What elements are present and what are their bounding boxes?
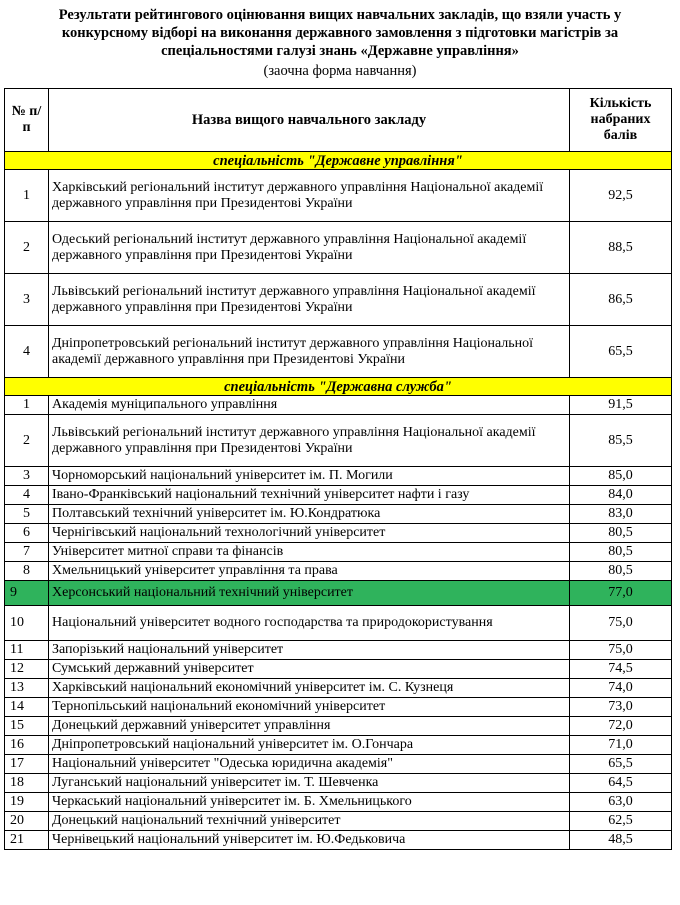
row-score: 63,0 — [570, 793, 672, 812]
institution-name: Чернівецький національний університет ім. Ю.Федьковича — [49, 831, 570, 850]
row-score: 75,0 — [570, 641, 672, 660]
row-number: 1 — [5, 170, 49, 222]
table-row — [5, 543, 672, 562]
title-line: Результати рейтингового оцінювання вищих навчальних закладів, що взяли участь у — [58, 7, 622, 23]
row-number: 19 — [5, 793, 49, 812]
title-line: спеціальностями галузі знань «Державне управління» — [161, 43, 519, 59]
row-score: 48,5 — [570, 831, 672, 850]
row-score: 72,0 — [570, 717, 672, 736]
ranking-table — [4, 88, 672, 850]
institution-name: Івано-Франківський національний технічний університет нафти і газу — [49, 486, 570, 505]
institution-name: Харківський регіональний інститут державного управління Національної академії державного управління при Президентові України — [49, 170, 570, 222]
row-score: 65,5 — [570, 755, 672, 774]
row-score: 83,0 — [570, 505, 672, 524]
table-row — [5, 326, 672, 378]
institution-name: Чернігівський національний технологічний університет — [49, 524, 570, 543]
institution-name: Донецький державний університет управління — [49, 717, 570, 736]
institution-name: Національний університет "Одеська юридична академія" — [49, 755, 570, 774]
row-number: 1 — [5, 396, 49, 415]
row-score: 80,5 — [570, 524, 672, 543]
institution-name: Запорізький національний університет — [49, 641, 570, 660]
institution-name: Дніпропетровський регіональний інститут державного управління Національної академії державного управління при Президентові України — [49, 326, 570, 378]
table-row — [5, 562, 672, 581]
table-row — [5, 274, 672, 326]
row-score: 85,5 — [570, 415, 672, 467]
row-score: 73,0 — [570, 698, 672, 717]
table-row — [5, 415, 672, 467]
row-number: 17 — [5, 755, 49, 774]
row-number: 11 — [5, 641, 49, 660]
institution-name: Донецький національний технічний університет — [49, 812, 570, 831]
table-row — [5, 396, 672, 415]
row-number: 12 — [5, 660, 49, 679]
section-title: спеціальність "Державне управління" — [5, 152, 672, 170]
institution-name: Хмельницький університет управління та права — [49, 562, 570, 581]
section-title: спеціальність "Державна служба" — [5, 378, 672, 396]
row-score: 62,5 — [570, 812, 672, 831]
row-score: 92,5 — [570, 170, 672, 222]
table-header-row — [5, 89, 672, 152]
institution-name: Херсонський національний технічний університет — [49, 581, 570, 606]
table-row — [5, 505, 672, 524]
institution-name: Національний університет водного господарства та природокористування — [49, 606, 570, 641]
row-score: 80,5 — [570, 562, 672, 581]
row-score: 85,0 — [570, 467, 672, 486]
table-row — [5, 170, 672, 222]
row-number: 3 — [5, 467, 49, 486]
row-number: 14 — [5, 698, 49, 717]
table-row — [5, 736, 672, 755]
table-row — [5, 606, 672, 641]
row-score: 64,5 — [570, 774, 672, 793]
row-number: 8 — [5, 562, 49, 581]
row-score: 74,5 — [570, 660, 672, 679]
row-number: 16 — [5, 736, 49, 755]
institution-name: Тернопільський національний економічний університет — [49, 698, 570, 717]
row-number: 4 — [5, 486, 49, 505]
institution-name: Черкаський національний університет ім. Б. Хмельницького — [49, 793, 570, 812]
row-number: 4 — [5, 326, 49, 378]
institution-name: Львівський регіональний інститут державного управління Національної академії державного управління при Президентові України — [49, 415, 570, 467]
row-score: 91,5 — [570, 396, 672, 415]
row-score: 86,5 — [570, 274, 672, 326]
row-number: 7 — [5, 543, 49, 562]
row-number: 6 — [5, 524, 49, 543]
table-row — [5, 222, 672, 274]
institution-name: Чорноморський національний університет ім. П. Могили — [49, 467, 570, 486]
row-number: 10 — [5, 606, 49, 641]
column-header-num: № п/п — [5, 89, 49, 152]
title-line: конкурсному відборі на виконання державного замовлення з підготовки магістрів за — [61, 25, 619, 41]
table-row — [5, 660, 672, 679]
row-score: 77,0 — [570, 581, 672, 606]
row-score: 84,0 — [570, 486, 672, 505]
institution-name: Полтавський технічний університет ім. Ю.Кондратюка — [49, 505, 570, 524]
section-header — [5, 378, 672, 396]
row-number: 2 — [5, 415, 49, 467]
table-row — [5, 755, 672, 774]
row-score: 65,5 — [570, 326, 672, 378]
table-row — [5, 793, 672, 812]
row-score: 71,0 — [570, 736, 672, 755]
table-row — [5, 679, 672, 698]
institution-name: Одеський регіональний інститут державного управління Національної академії державного управління при Президентові України — [49, 222, 570, 274]
table-row — [5, 467, 672, 486]
table-row — [5, 524, 672, 543]
row-number: 13 — [5, 679, 49, 698]
table-row — [5, 774, 672, 793]
row-score: 75,0 — [570, 606, 672, 641]
row-number: 9 — [5, 581, 49, 606]
institution-name: Дніпропетровський національний університет ім. О.Гончара — [49, 736, 570, 755]
institution-name: Академія муніципального управління — [49, 396, 570, 415]
row-score: 74,0 — [570, 679, 672, 698]
row-number: 3 — [5, 274, 49, 326]
institution-name: Університет митної справи та фінансів — [49, 543, 570, 562]
row-number: 5 — [5, 505, 49, 524]
row-number: 15 — [5, 717, 49, 736]
row-score: 80,5 — [570, 543, 672, 562]
column-header-score: Кількість набраних балів — [570, 89, 672, 152]
highlighted-row — [5, 581, 672, 606]
table-row — [5, 698, 672, 717]
row-score: 88,5 — [570, 222, 672, 274]
row-number: 21 — [5, 831, 49, 850]
institution-name: Луганський національний університет ім. Т. Шевченка — [49, 774, 570, 793]
row-number: 2 — [5, 222, 49, 274]
table-row — [5, 812, 672, 831]
institution-name: Харківський національний економічний університет ім. С. Кузнеця — [49, 679, 570, 698]
row-number: 18 — [5, 774, 49, 793]
document-title — [0, 6, 680, 60]
table-row — [5, 486, 672, 505]
institution-name: Львівський регіональний інститут державного управління Національної академії державного управління при Президентові України — [49, 274, 570, 326]
institution-name: Сумський державний університет — [49, 660, 570, 679]
table-row — [5, 641, 672, 660]
row-number: 20 — [5, 812, 49, 831]
document-subtitle: (заочна форма навчання) — [263, 63, 417, 79]
table-row — [5, 831, 672, 850]
table-row — [5, 717, 672, 736]
column-header-name: Назва вищого навчального закладу — [49, 89, 570, 152]
section-header — [5, 152, 672, 170]
